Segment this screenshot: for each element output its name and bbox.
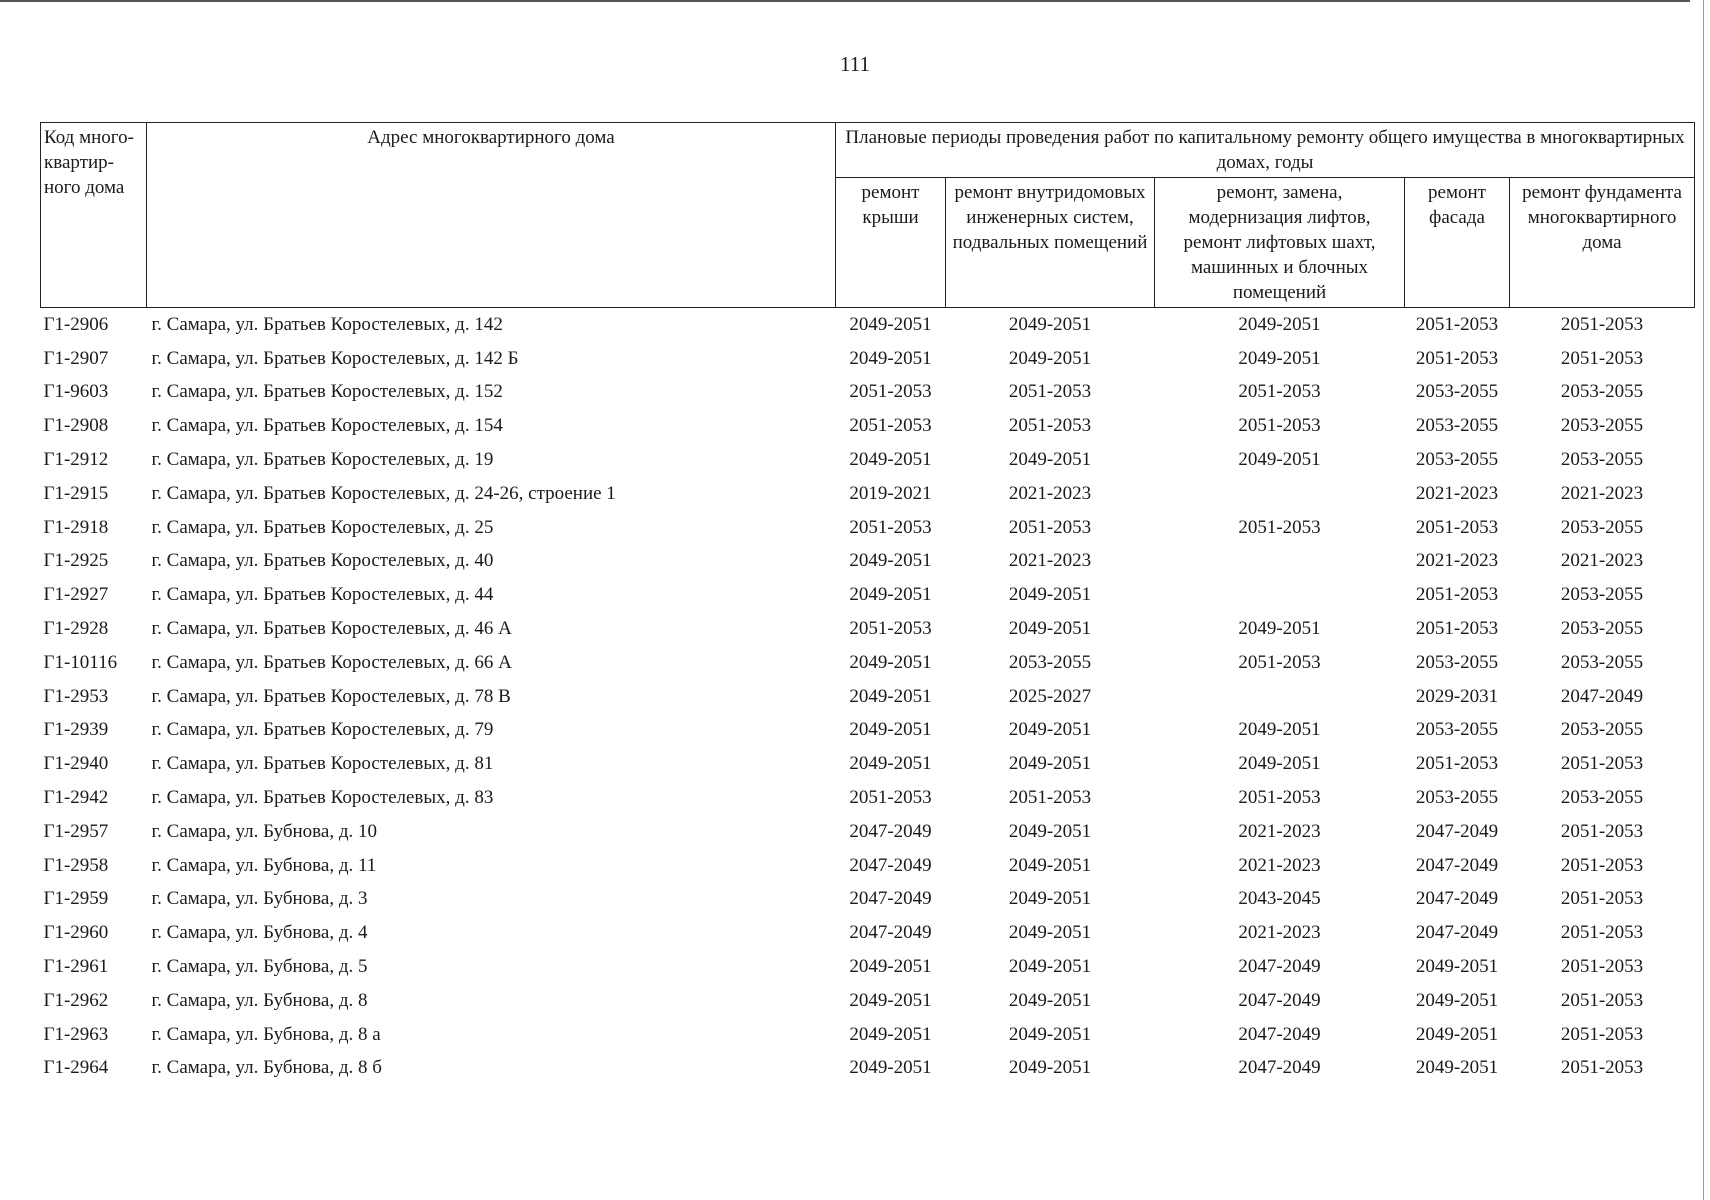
cell-foundation: 2051-2053 <box>1560 854 1644 876</box>
header-planned-periods: Плановые периоды проведения работ по капитальному ремонту общего имущества в многоквартирных домах, годы <box>836 123 1695 178</box>
page-top-rule <box>0 0 1690 2</box>
cell-facade: 2047-2049 <box>1415 854 1499 876</box>
cell-lifts: 2047-2049 <box>1238 956 1321 978</box>
cell-systems: 2049-2051 <box>1008 854 1092 876</box>
cell-code: Г1-2925 <box>43 550 109 572</box>
cell-roof: 2049-2051 <box>849 753 932 775</box>
cell-code: Г1-2915 <box>43 482 109 504</box>
cell-systems: 2049-2051 <box>1008 1023 1092 1045</box>
cell-address: г. Самара, ул. Братьев Коростелевых, д. 154 <box>151 415 503 437</box>
cell-code: Г1-2940 <box>43 753 109 775</box>
cell-foundation: 2053-2055 <box>1560 719 1644 741</box>
table-row <box>41 714 1695 748</box>
cell-address: г. Самара, ул. Братьев Коростелевых, д. 19 <box>151 449 494 471</box>
cell-address: г. Самара, ул. Братьев Коростелевых, д. 152 <box>151 381 503 403</box>
table-row <box>41 646 1695 680</box>
cell-systems: 2049-2051 <box>1008 347 1092 369</box>
cell-lifts <box>1155 477 1405 511</box>
cell-code: Г1-2912 <box>43 449 109 471</box>
cell-address: г. Самара, ул. Бубнова, д. 4 <box>151 922 368 944</box>
page-right-edge <box>1703 0 1704 1200</box>
cell-foundation: 2053-2055 <box>1560 415 1644 437</box>
table-row <box>41 781 1695 815</box>
cell-systems: 2049-2051 <box>1008 618 1092 640</box>
cell-address: г. Самара, ул. Братьев Коростелевых, д. 81 <box>151 753 494 775</box>
table-row <box>41 916 1695 950</box>
cell-systems: 2049-2051 <box>1008 888 1092 910</box>
cell-systems: 2021-2023 <box>1008 550 1092 572</box>
cell-roof: 2049-2051 <box>849 449 932 471</box>
header-foundation: ремонт фундамента многоквартирного дома <box>1510 178 1695 308</box>
cell-foundation: 2051-2053 <box>1560 989 1644 1011</box>
cell-foundation: 2051-2053 <box>1560 820 1644 842</box>
cell-roof: 2019-2021 <box>849 482 932 504</box>
cell-foundation: 2051-2053 <box>1560 888 1644 910</box>
cell-roof: 2049-2051 <box>849 956 932 978</box>
cell-lifts: 2051-2053 <box>1238 381 1321 403</box>
cell-address: г. Самара, ул. Братьев Коростелевых, д. 40 <box>151 550 494 572</box>
cell-roof: 2047-2049 <box>849 922 932 944</box>
cell-roof: 2049-2051 <box>849 550 932 572</box>
cell-code: Г1-2928 <box>43 618 109 640</box>
cell-facade: 2051-2053 <box>1415 584 1499 606</box>
cell-address: г. Самара, ул. Братьев Коростелевых, д. 44 <box>151 584 494 606</box>
cell-roof: 2051-2053 <box>849 618 932 640</box>
cell-code: Г1-2964 <box>43 1057 109 1079</box>
cell-code: Г1-2918 <box>43 516 109 538</box>
cell-code: Г1-2942 <box>43 787 109 809</box>
cell-facade: 2051-2053 <box>1415 618 1499 640</box>
cell-systems: 2049-2051 <box>1008 584 1092 606</box>
cell-lifts: 2049-2051 <box>1238 618 1321 640</box>
cell-lifts: 2051-2053 <box>1238 651 1321 673</box>
cell-facade: 2047-2049 <box>1415 922 1499 944</box>
table-row <box>41 308 1695 342</box>
cell-facade: 2049-2051 <box>1415 956 1499 978</box>
cell-foundation: 2051-2053 <box>1560 922 1644 944</box>
cell-facade: 2021-2023 <box>1415 482 1499 504</box>
cell-systems: 2051-2053 <box>1008 415 1092 437</box>
table-row <box>41 477 1695 511</box>
cell-foundation: 2021-2023 <box>1560 482 1644 504</box>
cell-address: г. Самара, ул. Братьев Коростелевых, д. 46 А <box>151 618 512 640</box>
cell-code: Г1-2907 <box>43 347 109 369</box>
cell-lifts: 2049-2051 <box>1238 753 1321 775</box>
cell-lifts: 2051-2053 <box>1238 415 1321 437</box>
cell-address: г. Самара, ул. Братьев Коростелевых, д. 79 <box>151 719 494 741</box>
cell-foundation: 2053-2055 <box>1560 787 1644 809</box>
cell-lifts: 2047-2049 <box>1238 989 1321 1011</box>
table-row <box>41 511 1695 545</box>
cell-systems: 2053-2055 <box>1008 651 1092 673</box>
table-body <box>41 308 1695 1086</box>
cell-facade: 2053-2055 <box>1415 787 1499 809</box>
header-code: Код много-квартир-ного дома <box>41 123 147 308</box>
cell-lifts: 2047-2049 <box>1238 1023 1321 1045</box>
cell-lifts <box>1155 578 1405 612</box>
cell-facade: 2049-2051 <box>1415 1057 1499 1079</box>
cell-code: Г1-10116 <box>43 651 118 673</box>
cell-address: г. Самара, ул. Братьев Коростелевых, д. 66 А <box>151 651 512 673</box>
cell-systems: 2049-2051 <box>1008 449 1092 471</box>
cell-roof: 2049-2051 <box>849 685 932 707</box>
cell-systems: 2025-2027 <box>1008 685 1092 707</box>
cell-facade: 2047-2049 <box>1415 820 1499 842</box>
table-row <box>41 1018 1695 1052</box>
cell-code: Г1-9603 <box>43 381 109 403</box>
page-number: 111 <box>840 52 870 76</box>
cell-facade: 2021-2023 <box>1415 550 1499 572</box>
table-row <box>41 409 1695 443</box>
cell-address: г. Самара, ул. Бубнова, д. 8 <box>151 989 368 1011</box>
table-row <box>41 883 1695 917</box>
cell-roof: 2049-2051 <box>849 651 932 673</box>
cell-facade: 2029-2031 <box>1415 685 1499 707</box>
cell-lifts: 2043-2045 <box>1238 888 1321 910</box>
header-roof: ремонт крыши <box>836 178 946 308</box>
cell-foundation: 2051-2053 <box>1560 1057 1644 1079</box>
table-header <box>41 123 1695 308</box>
cell-code: Г1-2906 <box>43 313 109 335</box>
table-row <box>41 747 1695 781</box>
table-row <box>41 815 1695 849</box>
cell-systems: 2049-2051 <box>1008 313 1092 335</box>
table-row <box>41 578 1695 612</box>
cell-facade: 2053-2055 <box>1415 719 1499 741</box>
cell-lifts: 2021-2023 <box>1238 922 1321 944</box>
cell-code: Г1-2959 <box>43 888 109 910</box>
cell-code: Г1-2958 <box>43 854 109 876</box>
cell-systems: 2051-2053 <box>1008 381 1092 403</box>
cell-address: г. Самара, ул. Братьев Коростелевых, д. 142 Б <box>151 347 519 369</box>
repair-schedule-table <box>40 122 1695 1085</box>
table-row <box>41 376 1695 410</box>
cell-address: г. Самара, ул. Братьев Коростелевых, д. 24-26, строение 1 <box>151 482 616 504</box>
cell-systems: 2049-2051 <box>1008 820 1092 842</box>
cell-systems: 2049-2051 <box>1008 956 1092 978</box>
table-row <box>41 680 1695 714</box>
table-row <box>41 545 1695 579</box>
cell-roof: 2047-2049 <box>849 888 932 910</box>
cell-systems: 2051-2053 <box>1008 787 1092 809</box>
cell-facade: 2049-2051 <box>1415 989 1499 1011</box>
cell-foundation: 2053-2055 <box>1560 618 1644 640</box>
cell-facade: 2051-2053 <box>1415 347 1499 369</box>
cell-foundation: 2051-2053 <box>1560 1023 1644 1045</box>
cell-address: г. Самара, ул. Бубнова, д. 8 б <box>151 1057 382 1079</box>
cell-roof: 2051-2053 <box>849 787 932 809</box>
cell-systems: 2051-2053 <box>1008 516 1092 538</box>
cell-roof: 2051-2053 <box>849 381 932 403</box>
cell-foundation: 2047-2049 <box>1560 685 1644 707</box>
cell-foundation: 2021-2023 <box>1560 550 1644 572</box>
cell-facade: 2053-2055 <box>1415 415 1499 437</box>
cell-facade: 2053-2055 <box>1415 651 1499 673</box>
table-row <box>41 1052 1695 1086</box>
cell-facade: 2051-2053 <box>1415 516 1499 538</box>
cell-lifts: 2049-2051 <box>1238 347 1321 369</box>
cell-lifts: 2049-2051 <box>1238 313 1321 335</box>
cell-code: Г1-2939 <box>43 719 109 741</box>
header-lifts: ремонт, замена, модернизация лифтов, ремонт лифтовых шахт, машинных и блочных помещений <box>1155 178 1405 308</box>
cell-systems: 2049-2051 <box>1008 753 1092 775</box>
cell-systems: 2049-2051 <box>1008 922 1092 944</box>
header-address: Адрес многоквартирного дома <box>147 123 836 308</box>
cell-lifts: 2047-2049 <box>1238 1057 1321 1079</box>
cell-foundation: 2053-2055 <box>1560 516 1644 538</box>
cell-address: г. Самара, ул. Братьев Коростелевых, д. 142 <box>151 313 503 335</box>
cell-systems: 2021-2023 <box>1008 482 1092 504</box>
cell-foundation: 2051-2053 <box>1560 753 1644 775</box>
cell-roof: 2049-2051 <box>849 1057 932 1079</box>
table-row <box>41 984 1695 1018</box>
cell-code: Г1-2961 <box>43 956 109 978</box>
cell-facade: 2053-2055 <box>1415 381 1499 403</box>
cell-code: Г1-2927 <box>43 584 109 606</box>
cell-foundation: 2051-2053 <box>1560 956 1644 978</box>
cell-roof: 2051-2053 <box>849 516 932 538</box>
cell-systems: 2049-2051 <box>1008 719 1092 741</box>
cell-foundation: 2051-2053 <box>1560 347 1644 369</box>
cell-code: Г1-2957 <box>43 820 109 842</box>
cell-address: г. Самара, ул. Бубнова, д. 3 <box>151 888 368 910</box>
cell-foundation: 2051-2053 <box>1560 313 1644 335</box>
cell-lifts <box>1155 680 1405 714</box>
header-facade: ремонт фасада <box>1405 178 1510 308</box>
cell-facade: 2051-2053 <box>1415 753 1499 775</box>
cell-foundation: 2053-2055 <box>1560 381 1644 403</box>
cell-address: г. Самара, ул. Бубнова, д. 8 а <box>151 1023 381 1045</box>
cell-address: г. Самара, ул. Братьев Коростелевых, д. 83 <box>151 787 494 809</box>
cell-lifts: 2021-2023 <box>1238 820 1321 842</box>
cell-roof: 2049-2051 <box>849 313 932 335</box>
cell-code: Г1-2908 <box>43 415 109 437</box>
header-systems: ремонт внутридомовых инженерных систем, подвальных помещений <box>946 178 1155 308</box>
cell-code: Г1-2953 <box>43 685 109 707</box>
cell-facade: 2053-2055 <box>1415 449 1499 471</box>
table-row <box>41 612 1695 646</box>
cell-code: Г1-2962 <box>43 989 109 1011</box>
cell-roof: 2049-2051 <box>849 989 932 1011</box>
cell-lifts <box>1155 545 1405 579</box>
cell-foundation: 2053-2055 <box>1560 651 1644 673</box>
cell-lifts: 2049-2051 <box>1238 719 1321 741</box>
cell-systems: 2049-2051 <box>1008 1057 1092 1079</box>
cell-address: г. Самара, ул. Бубнова, д. 10 <box>151 820 378 842</box>
cell-roof: 2047-2049 <box>849 854 932 876</box>
table-row <box>41 443 1695 477</box>
table-row <box>41 342 1695 376</box>
cell-roof: 2049-2051 <box>849 584 932 606</box>
cell-foundation: 2053-2055 <box>1560 449 1644 471</box>
cell-code: Г1-2963 <box>43 1023 109 1045</box>
cell-code: Г1-2960 <box>43 922 109 944</box>
cell-lifts: 2021-2023 <box>1238 854 1321 876</box>
cell-roof: 2047-2049 <box>849 820 932 842</box>
cell-roof: 2049-2051 <box>849 347 932 369</box>
cell-lifts: 2051-2053 <box>1238 787 1321 809</box>
cell-address: г. Самара, ул. Бубнова, д. 11 <box>151 854 377 876</box>
cell-facade: 2051-2053 <box>1415 313 1499 335</box>
cell-lifts: 2049-2051 <box>1238 449 1321 471</box>
cell-lifts: 2051-2053 <box>1238 516 1321 538</box>
table-row <box>41 849 1695 883</box>
cell-systems: 2049-2051 <box>1008 989 1092 1011</box>
cell-address: г. Самара, ул. Братьев Коростелевых, д. 78 В <box>151 685 511 707</box>
cell-roof: 2049-2051 <box>849 1023 932 1045</box>
cell-facade: 2049-2051 <box>1415 1023 1499 1045</box>
cell-roof: 2051-2053 <box>849 415 932 437</box>
cell-facade: 2047-2049 <box>1415 888 1499 910</box>
cell-roof: 2049-2051 <box>849 719 932 741</box>
cell-address: г. Самара, ул. Братьев Коростелевых, д. 25 <box>151 516 494 538</box>
cell-foundation: 2053-2055 <box>1560 584 1644 606</box>
cell-address: г. Самара, ул. Бубнова, д. 5 <box>151 956 368 978</box>
table-row <box>41 950 1695 984</box>
